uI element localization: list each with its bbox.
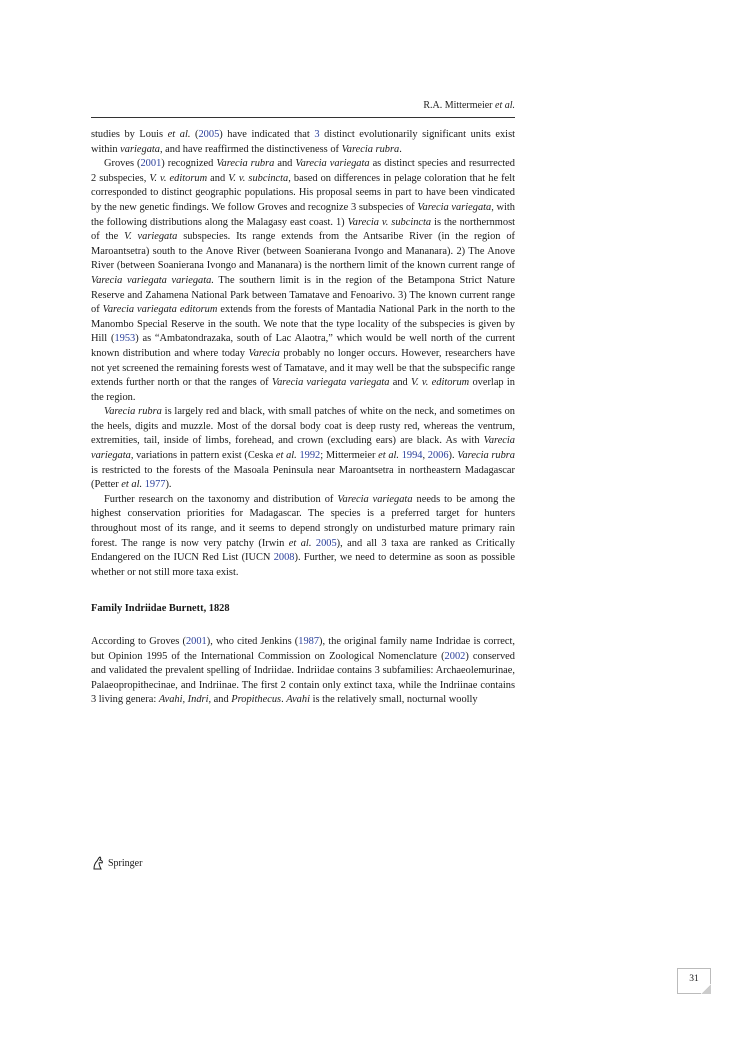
body-text bbox=[91, 128, 515, 708]
citation-link[interactable]: 1977 bbox=[144, 479, 166, 491]
publisher-logo bbox=[91, 856, 142, 870]
running-header bbox=[423, 100, 515, 111]
citation-link[interactable]: 2001 bbox=[185, 636, 207, 647]
citation-link[interactable]: 1994 bbox=[401, 450, 423, 462]
citation-link[interactable]: 1953 bbox=[114, 333, 136, 345]
citation-link[interactable]: 2008 bbox=[273, 552, 295, 564]
page-number bbox=[677, 968, 711, 994]
paragraph-2: Groves (2001) recognized Varecia rubra and Varecia variegata as distinct species and resurrected 2 subspecies, V. v. editorum and V. v. subcincta, based on differences in pelage coloration that he felt corresponded to distinct geographic populations. His proposal seems in part to have been vindicated by the new genetic findings. We follow Groves and recognize 3 subspecies of Varecia variegata, with the following distributions along the Malagasy east coast. 1) Varecia v. subcincta is the northernmost of the V. variegata subspecies. Its range extends from the Antsaribe River (in the region of Maroantsetra) south to the Anove River (between Soanierana Ivongo and Mananara). 2) The Anove River (between Soanierana Ivongo and Mananara) is the northern limit of the known current range of Varecia variegata variegata. The southern limit is in the region of the Betampona Strict Nature Reserve and Zahamena National Park between Tamatave and Fenoarivo. 3) The known current range of Varecia variegata editorum extends from the forests of Mantadia National Park in the north to the Manombo Special Reserve in the south. We note that the type locality of the subspecies is given by Hill (1953) as “Ambatondrazaka, south of Lac Alaotra,” which would be well north of the current known distribution and where today Varecia probably no longer occurs. However, researchers have not yet screened the remaining forests west of Tamatave, and it may well be that the subspecific range extends further north or that the ranges of Varecia variegata variegata and V. v. editorum overlap in the region. bbox=[91, 158, 516, 403]
publisher-name: Springer bbox=[108, 857, 143, 869]
section-heading: Family Indriidae Burnett, 1828 bbox=[91, 603, 230, 615]
citation-link[interactable]: 2005 bbox=[198, 129, 220, 140]
paragraph-1: studies by Louis et al. (2005) have indicated that 3 distinct evolutionarily significant units exist within variegata, and have reaffirmed the distinctiveness of Varecia rubra. bbox=[91, 129, 516, 155]
springer-horse-icon bbox=[91, 856, 105, 870]
header-rule bbox=[91, 117, 515, 118]
citation-link[interactable]: 2002 bbox=[444, 650, 466, 662]
citation-link[interactable]: 1992 bbox=[299, 450, 321, 462]
citation-link[interactable]: 2006 bbox=[427, 450, 449, 462]
citation-link[interactable]: 2001 bbox=[140, 158, 162, 170]
paragraph-3: Varecia rubra is largely red and black, with small patches of white on the neck, and sometimes on the heels, digits and muzzle. Most of the dorsal body coat is deep rusty red, whereas the ventrum, extremities, tail, inside of limbs, forehead, and crown (excluding ears) are black. As with Varecia variegata, variations in pattern exist (Ceska et al. 1992; Mittermeier et al. 1994, 2006). Varecia rubra is restricted to the forests of the Masoala Peninsula near Maroantsetra in northeastern Madagascar (Petter et al. 1977). bbox=[91, 406, 516, 491]
paragraph-4: Further research on the taxonomy and distribution of Varecia variegata needs to be among the highest conservation priorities for Madagascar. The species is a preferred target for hunters throughout most of its range, and it seems to depend strongly on undisturbed mature primary rain forest. The range is now very patchy (Irwin et al. 2005), and all 3 taxa are ranked as Critically Endangered on the IUCN Red List (IUCN 2008). Further, we need to determine as soon as possible whether or not still more taxa exist. bbox=[91, 493, 516, 578]
citation-link[interactable]: 2005 bbox=[315, 537, 337, 549]
page-number-label: 31 bbox=[689, 974, 699, 984]
header-author-suffix: et al. bbox=[495, 100, 515, 111]
citation-link[interactable]: 1987 bbox=[298, 636, 320, 647]
page-curl bbox=[701, 984, 711, 994]
citation-link[interactable]: 3 bbox=[314, 129, 320, 140]
paragraph-5: According to Groves (2001), who cited Jenkins (1987), the original family name Indridae is correct, but Opinion 1995 of the International Commission on Zoological Nomenclature (2002) conserved and validated the prevalent spelling of Indriidae. Indriidae contains 3 subfamilies: Archaeolemurinae, Palaeopropithecinae, and Indriinae. The first 2 contain only extinct taxa, while the Indriinae contains 3 living genera: Avahi, Indri, and Propithecus. Avahi is the relatively small, nocturnal woolly bbox=[91, 636, 516, 706]
header-author: R.A. Mittermeier bbox=[423, 100, 493, 111]
